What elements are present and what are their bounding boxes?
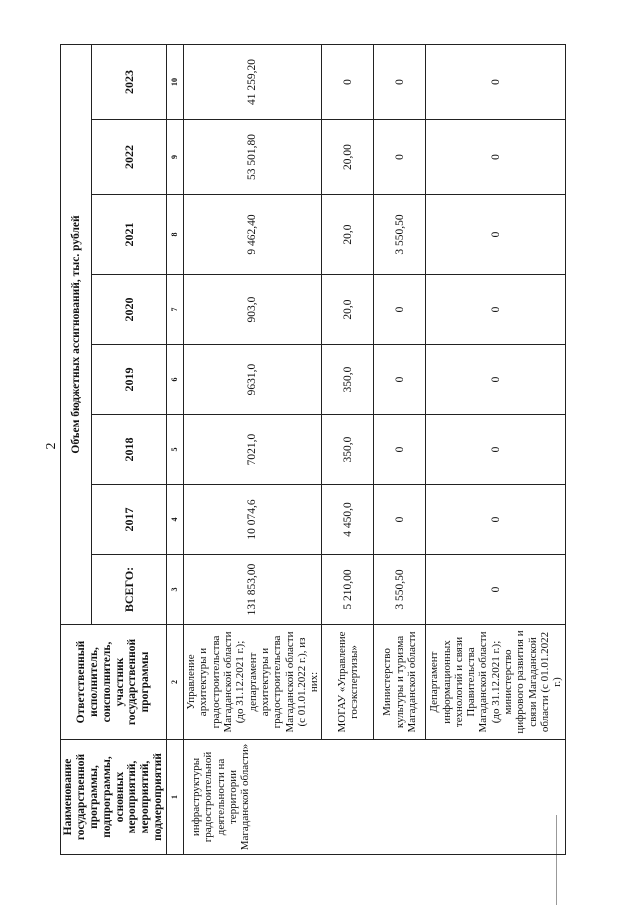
header-name: Наименование государственной программы, подпрограммы, основных мероприятий, мероприятий, подмероприятий <box>61 740 167 855</box>
value-cell: 41 259,20 <box>184 45 322 120</box>
column-number: 1 <box>167 740 184 855</box>
value-cell: 3 550,50 <box>374 195 426 275</box>
value-cell: 0 <box>426 415 566 485</box>
value-cell: 0 <box>426 275 566 345</box>
value-cell: 0 <box>374 485 426 555</box>
column-number: 3 <box>167 555 184 625</box>
header-year: 2017 <box>92 485 167 555</box>
header-total: ВСЕГО: <box>92 555 167 625</box>
value-cell: 0 <box>374 120 426 195</box>
table-row <box>322 45 374 855</box>
value-cell: 0 <box>374 345 426 415</box>
value-cell: 0 <box>322 45 374 120</box>
budget-table <box>60 44 566 855</box>
header-year: 2019 <box>92 345 167 415</box>
value-cell: 0 <box>426 120 566 195</box>
value-cell: 0 <box>426 345 566 415</box>
header-year: 2023 <box>92 45 167 120</box>
value-cell: 4 450,0 <box>322 485 374 555</box>
column-number: 9 <box>167 120 184 195</box>
page-number: 2 <box>44 442 59 450</box>
column-number: 4 <box>167 485 184 555</box>
header-year: 2021 <box>92 195 167 275</box>
value-cell: 9 462,40 <box>184 195 322 275</box>
value-cell: 20,0 <box>322 275 374 345</box>
column-number: 6 <box>167 345 184 415</box>
column-number: 5 <box>167 415 184 485</box>
value-cell: 0 <box>374 275 426 345</box>
executor-cell: Департамент информационных технологий и связи Правительства Магаданской области (до 31.12.2021 г.); министерство цифрового развития и связи Магаданской области (с 01.01.2022 г.) <box>426 625 566 740</box>
executor-cell: Министерство культуры и туризма Магаданской области <box>374 625 426 740</box>
value-cell: 0 <box>374 45 426 120</box>
total-value-cell: 0 <box>426 555 566 625</box>
table-row <box>184 45 322 855</box>
header-year: 2018 <box>92 415 167 485</box>
total-value-cell: 131 853,00 <box>184 555 322 625</box>
value-cell: 53 501,80 <box>184 120 322 195</box>
table-row <box>374 45 426 855</box>
column-number: 7 <box>167 275 184 345</box>
value-cell: 0 <box>426 45 566 120</box>
header-executor: Ответственный исполнитель, соисполнитель, участник государственной программы <box>61 625 167 740</box>
value-cell: 350,0 <box>322 415 374 485</box>
header-year: 2022 <box>92 120 167 195</box>
program-name-cell: инфраструктуры градостроительной деятельности на территории Магаданской области» <box>184 740 566 855</box>
header-budget-group: Объем бюджетных ассигнований, тыс. рублей <box>61 45 92 625</box>
value-cell: 10 074,6 <box>184 485 322 555</box>
executor-cell: Управление архитектуры и градостроительства Магаданской области (до 31.12.2021 г.); департамент архитектуры и градостроительства Магаданской области (с 01.01.2022 г.), из них: <box>184 625 322 740</box>
value-cell: 0 <box>426 195 566 275</box>
value-cell: 0 <box>426 485 566 555</box>
column-number: 2 <box>167 625 184 740</box>
value-cell: 20,00 <box>322 120 374 195</box>
value-cell: 350,0 <box>322 345 374 415</box>
value-cell: 7021,0 <box>184 415 322 485</box>
table-row <box>426 45 566 855</box>
value-cell: 9631,0 <box>184 345 322 415</box>
value-cell: 20,0 <box>322 195 374 275</box>
total-value-cell: 5 210,00 <box>322 555 374 625</box>
value-cell: 0 <box>374 415 426 485</box>
total-value-cell: 3 550,50 <box>374 555 426 625</box>
executor-cell: МОГАУ «Управление госэкспертизы» <box>322 625 374 740</box>
value-cell: 903,0 <box>184 275 322 345</box>
column-number: 8 <box>167 195 184 275</box>
column-number: 10 <box>167 45 184 120</box>
header-year: 2020 <box>92 275 167 345</box>
